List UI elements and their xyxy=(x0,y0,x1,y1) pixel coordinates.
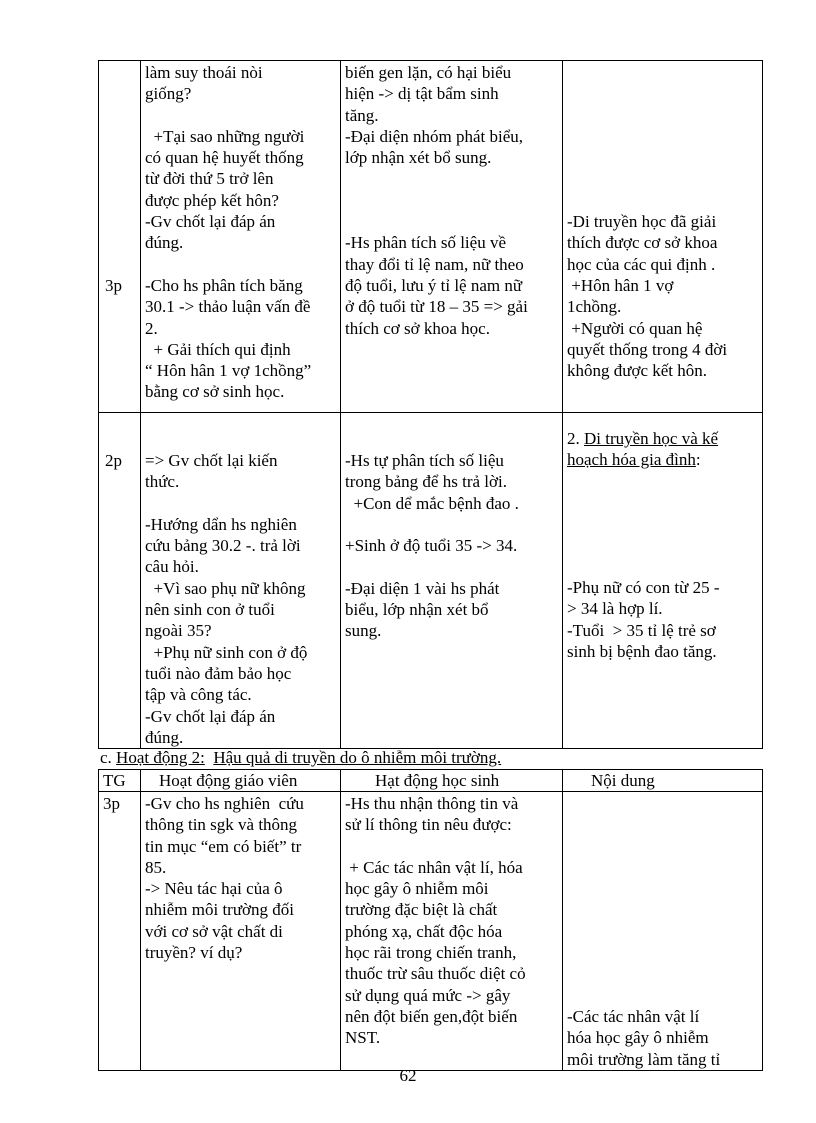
header-content: Nội dung xyxy=(563,770,763,792)
activity-label: Hoạt động 2: xyxy=(116,748,205,767)
student-activity-cell: biến gen lặn, có hại biểu hiện -> dị tật bẩm sinh tăng. -Đại diện nhóm phát biểu, lớp nhận xét bổ sung. -Hs phân tích số liệu về thay đổi tỉ lệ nam, nữ theo độ tuổi, lưu ý tỉ lệ nam nữ ở độ tuổi từ 18 – 35 => gải thích cơ sở khoa học. xyxy=(341,61,563,413)
teacher-activity-text: => Gv chốt lại kiến thức. -Hướng dẩn hs nghiên cứu bảng 30.2 -. trả lời câu hỏi. +Vì sao phụ nữ không nên sinh con ở tuổi ngoài 35? +Phụ nữ sinh con ở độ tuổi nào đảm bảo học tập và công tác. -Gv chốt lại đáp án đúng. xyxy=(145,451,308,747)
time-cell xyxy=(99,61,141,413)
time-cell: 3p xyxy=(99,792,141,1071)
time-value: 3p xyxy=(105,276,122,295)
content-cell: -Di truyền học đã giải thích được cơ sở khoa học của các qui định . +Hôn hân 1 vợ 1chồng. +Người có quan hệ quyết thống trong 4 đời không được kết hôn. xyxy=(563,61,763,413)
header-tg: TG xyxy=(99,770,141,792)
teacher-activity-cell: làm suy thoái nòi giống? +Tại sao những người có quan hệ huyết thống từ đời thứ 5 trở lên được phép kết hôn? -Gv chốt lại đáp án đúng. -Cho hs phân tích băng 30.1 -> thảo luận vấn đề 2. + Gải thích qui định “ Hôn hân 1 vợ 1chồng” bằng cơ sở sinh học. xyxy=(141,61,341,413)
table-header-row xyxy=(99,770,763,792)
content-cell xyxy=(563,413,763,749)
time-value: 2p xyxy=(105,451,122,470)
header-teacher: Hoạt động giáo viên xyxy=(141,770,341,792)
content-cell: -Các tác nhân vật lí hóa học gây ô nhiễm môi trường làm tăng tỉ xyxy=(563,792,763,1071)
section-title: Di truyền học và kế hoạch hóa gia đình xyxy=(567,429,719,470)
student-activity-text: -Hs tự phân tích số liệu trong bảng để hs trả lời. +Con dể mắc bệnh đao . +Sinh ở độ tuổi 35 -> 34. -Đại diện 1 vài hs phát biểu, lớp nhận xét bổ sung. xyxy=(345,451,519,641)
activity-title: Hậu quả di truyền do ô nhiễm môi trường. xyxy=(213,748,502,767)
teacher-activity-cell xyxy=(141,413,341,749)
student-activity-cell: -Hs thu nhận thông tin và sử lí thông tin nêu được: + Các tác nhân vật lí, hóa học gây ô nhiễm môi trường đặc biệt là chất phóng xạ, chất độc hóa học rãi trong chiến tranh, thuốc trừ sâu thuốc diệt cỏ sử dụng quá mức -> gây nên đột biến gen,đột biến NST. xyxy=(341,792,563,1071)
header-student: Hạt động học sinh xyxy=(341,770,563,792)
activity-heading: c. Hoạt động 2: Hậu quả di truyền do ô nhiễm môi trường. xyxy=(100,748,502,767)
time-cell xyxy=(99,413,141,749)
teacher-activity-cell: -Gv cho hs nghiên cứu thông tin sgk và thông tin mục “em có biết” tr 85. -> Nêu tác hại của ô nhiễm môi trường đối với cơ sở vật chất di truyền? ví dụ? xyxy=(141,792,341,1071)
activity-2-table xyxy=(98,769,763,1071)
table-row xyxy=(99,792,763,1071)
section-heading: 2. Di truyền học và kế hoạch hóa gia đình: xyxy=(567,429,719,470)
table-row xyxy=(99,61,763,413)
table-row xyxy=(99,413,763,749)
student-activity-cell xyxy=(341,413,563,749)
page-number: 62 xyxy=(399,1066,417,1085)
lesson-table-continued xyxy=(98,60,763,749)
content-text: -Phụ nữ có con từ 25 - > 34 là hợp lí. -Tuổi > 35 tỉ lệ trẻ sơ sinh bị bệnh đao tăng. xyxy=(567,578,720,661)
